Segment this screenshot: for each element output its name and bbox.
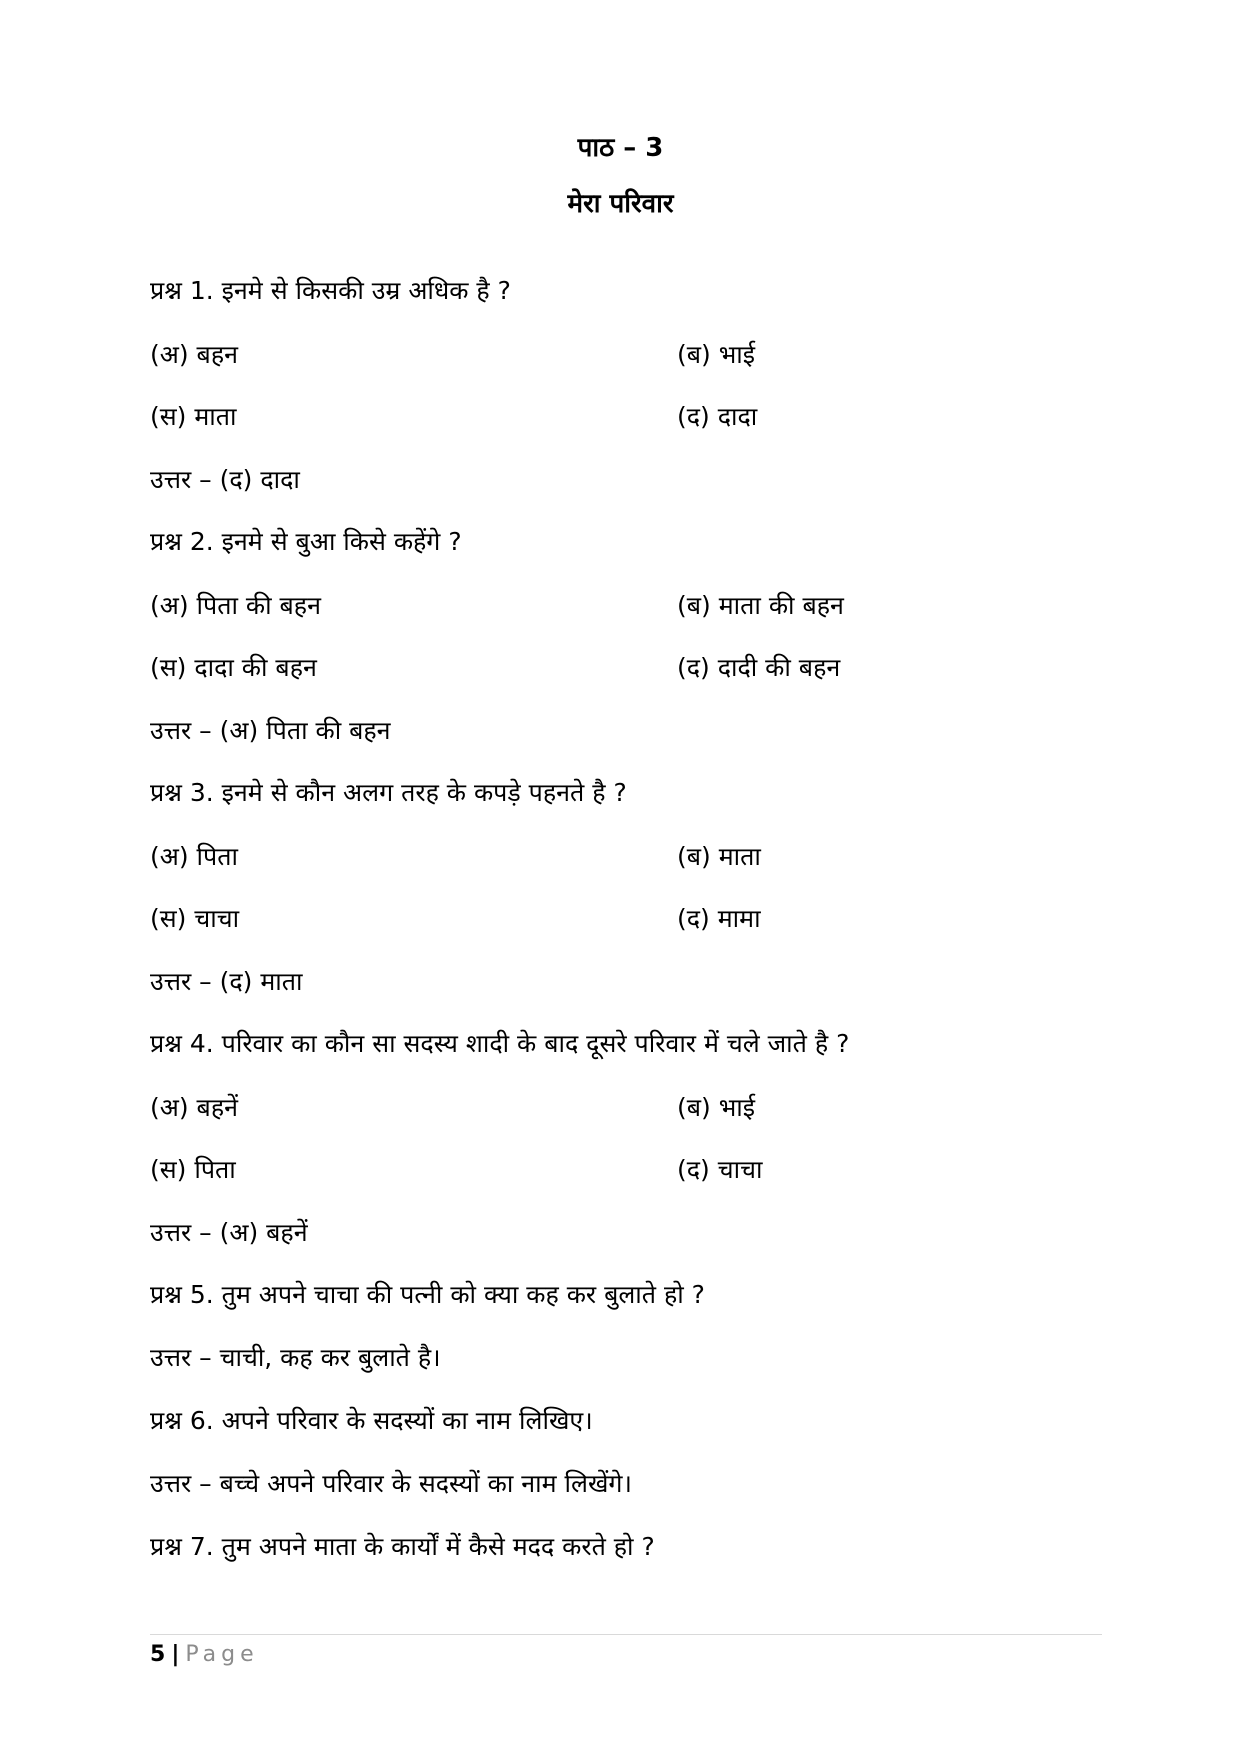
question-1-option-d: (द) दादा <box>677 402 758 431</box>
question-4-option-c: (स) पिता <box>150 1155 236 1184</box>
question-1-option-a: (अ) बहन <box>150 340 238 369</box>
lesson-number: पाठ – 3 <box>577 133 664 163</box>
question-2-option-c: (स) दादा की बहन <box>150 653 317 682</box>
question-2-option-d: (द) दादी की बहन <box>677 653 841 682</box>
question-4-option-b: (ब) भाई <box>677 1093 756 1122</box>
question-3-option-c: (स) चाचा <box>150 904 240 933</box>
footer-divider <box>150 1634 1102 1635</box>
question-6: प्रश्न 6. अपने परिवार के सदस्यों का नाम लिखिए। <box>150 1406 593 1435</box>
question-3: प्रश्न 3. इनमे से कौन अलग तरह के कपड़े पहनते है ? <box>150 778 627 807</box>
question-1: प्रश्न 1. इनमे से किसकी उम्र अधिक है ? <box>150 276 511 305</box>
answer-5: उत्तर – चाची, कह कर बुलाते है। <box>150 1343 441 1372</box>
question-2-option-b: (ब) माता की बहन <box>677 591 844 620</box>
answer-3: उत्तर – (द) माता <box>150 967 303 996</box>
question-3-option-d: (द) मामा <box>677 904 761 933</box>
footer-separator: | <box>171 1642 180 1667</box>
page-label: Page <box>185 1642 259 1667</box>
question-2: प्रश्न 2. इनमे से बुआ किसे कहेंगे ? <box>150 527 462 556</box>
question-3-option-b: (ब) माता <box>677 842 761 871</box>
question-1-option-b: (ब) भाई <box>677 340 756 369</box>
page-footer <box>150 1640 259 1670</box>
answer-4: उत्तर – (अ) बहनें <box>150 1218 308 1247</box>
answer-6: उत्तर – बच्चे अपने परिवार के सदस्यों का नाम लिखेंगे। <box>150 1469 632 1498</box>
question-7: प्रश्न 7. तुम अपने माता के कार्यों में कैसे मदद करते हो ? <box>150 1532 655 1561</box>
question-1-option-c: (स) माता <box>150 402 237 431</box>
question-4: प्रश्न 4. परिवार का कौन सा सदस्य शादी के बाद दूसरे परिवार में चले जाते है ? <box>150 1029 850 1058</box>
page-number: 5 <box>150 1642 166 1667</box>
question-4-option-d: (द) चाचा <box>677 1155 763 1184</box>
lesson-title: मेरा परिवार <box>567 189 674 219</box>
question-3-option-a: (अ) पिता <box>150 842 238 871</box>
question-5: प्रश्न 5. तुम अपने चाचा की पत्नी को क्या कह कर बुलाते हो ? <box>150 1280 705 1309</box>
answer-1: उत्तर – (द) दादा <box>150 465 300 494</box>
question-2-option-a: (अ) पिता की बहन <box>150 591 321 620</box>
question-4-option-a: (अ) बहनें <box>150 1093 238 1122</box>
answer-2: उत्तर – (अ) पिता की बहन <box>150 716 391 745</box>
